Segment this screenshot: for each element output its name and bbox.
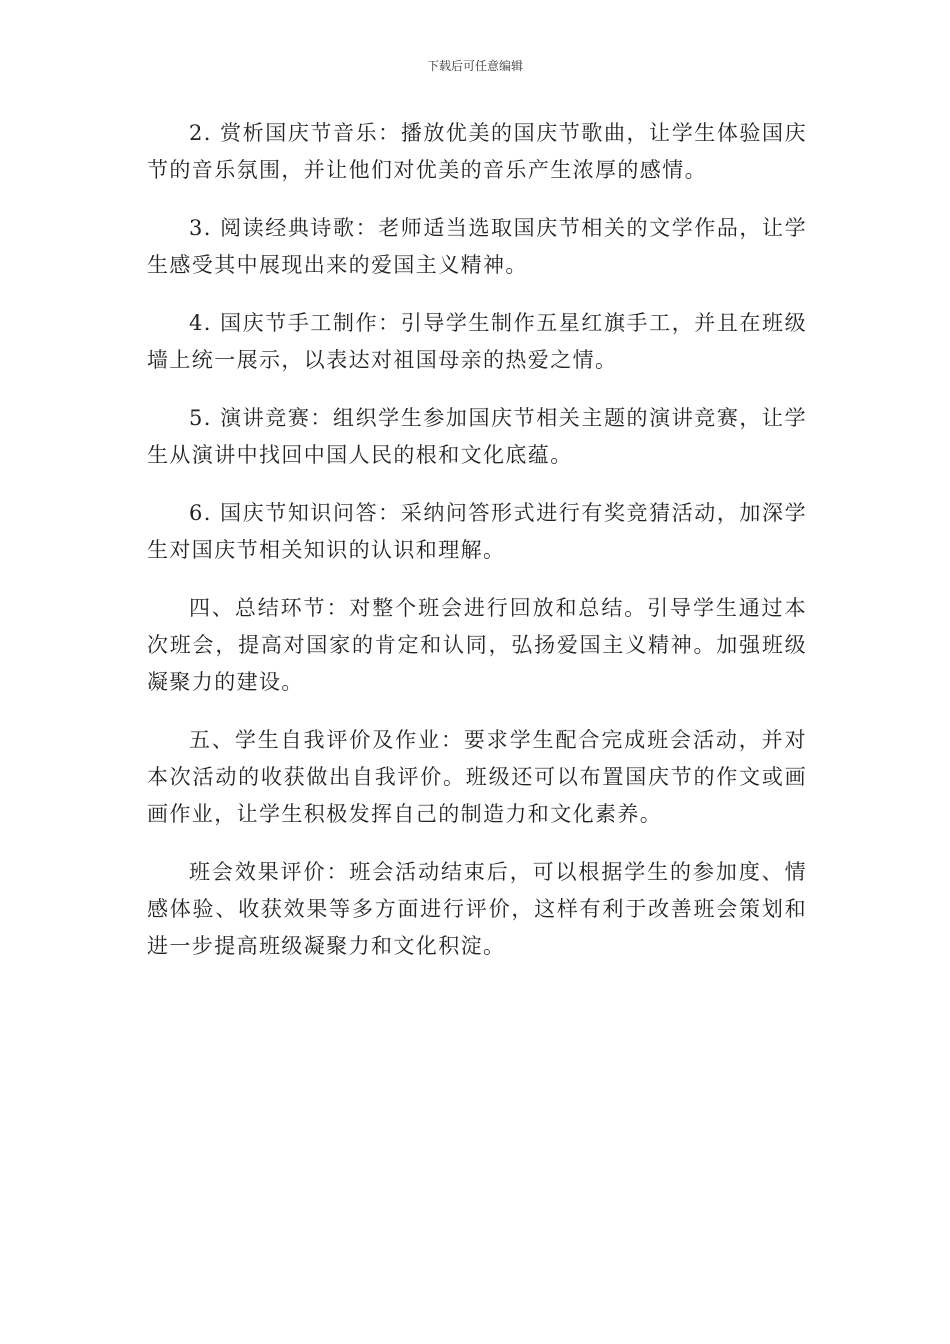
paragraph-handcraft: 4. 国庆节手工制作：引导学生制作五星红旗手工，并且在班级墙上统一展示，以表达对祖国母亲的热爱之情。 [147, 311, 807, 372]
paragraph-quiz: 6. 国庆节知识问答：采纳问答形式进行有奖竞猜活动，加深学生对国庆节相关知识的认识和理解。 [147, 501, 807, 562]
paragraph-poetry: 3. 阅读经典诗歌：老师适当选取国庆节相关的文学作品，让学生感受其中展现出来的爱国主义精神。 [147, 216, 807, 277]
page-header: 下载后可任意编辑 [426, 59, 523, 73]
paragraph-effect-evaluation: 班会效果评价：班会活动结束后，可以根据学生的参加度、情感体验、收获效果等多方面进行评价，这样有利于改善班会策划和进一步提高班级凝聚力和文化积淀。 [147, 860, 807, 958]
paragraph-summary: 四、总结环节：对整个班会进行回放和总结。引导学生通过本次班会，提高对国家的肯定和认同，弘扬爱国主义精神。加强班级凝聚力的建设。 [147, 596, 807, 694]
paragraph-music: 2. 赏析国庆节音乐：播放优美的国庆节歌曲，让学生体验国庆节的音乐氛围，并让他们对优美的音乐产生浓厚的感情。 [147, 121, 807, 182]
document-body [147, 115, 807, 986]
paragraph-self-evaluation: 五、学生自我评价及作业：要求学生配合完成班会活动，并对本次活动的收获做出自我评价。班级还可以布置国庆节的作文或画画作业，让学生积极发挥自己的制造力和文化素养。 [147, 728, 807, 826]
paragraph-speech-contest: 5. 演讲竞赛：组织学生参加国庆节相关主题的演讲竞赛，让学生从演讲中找回中国人民的根和文化底蕴。 [147, 406, 807, 467]
